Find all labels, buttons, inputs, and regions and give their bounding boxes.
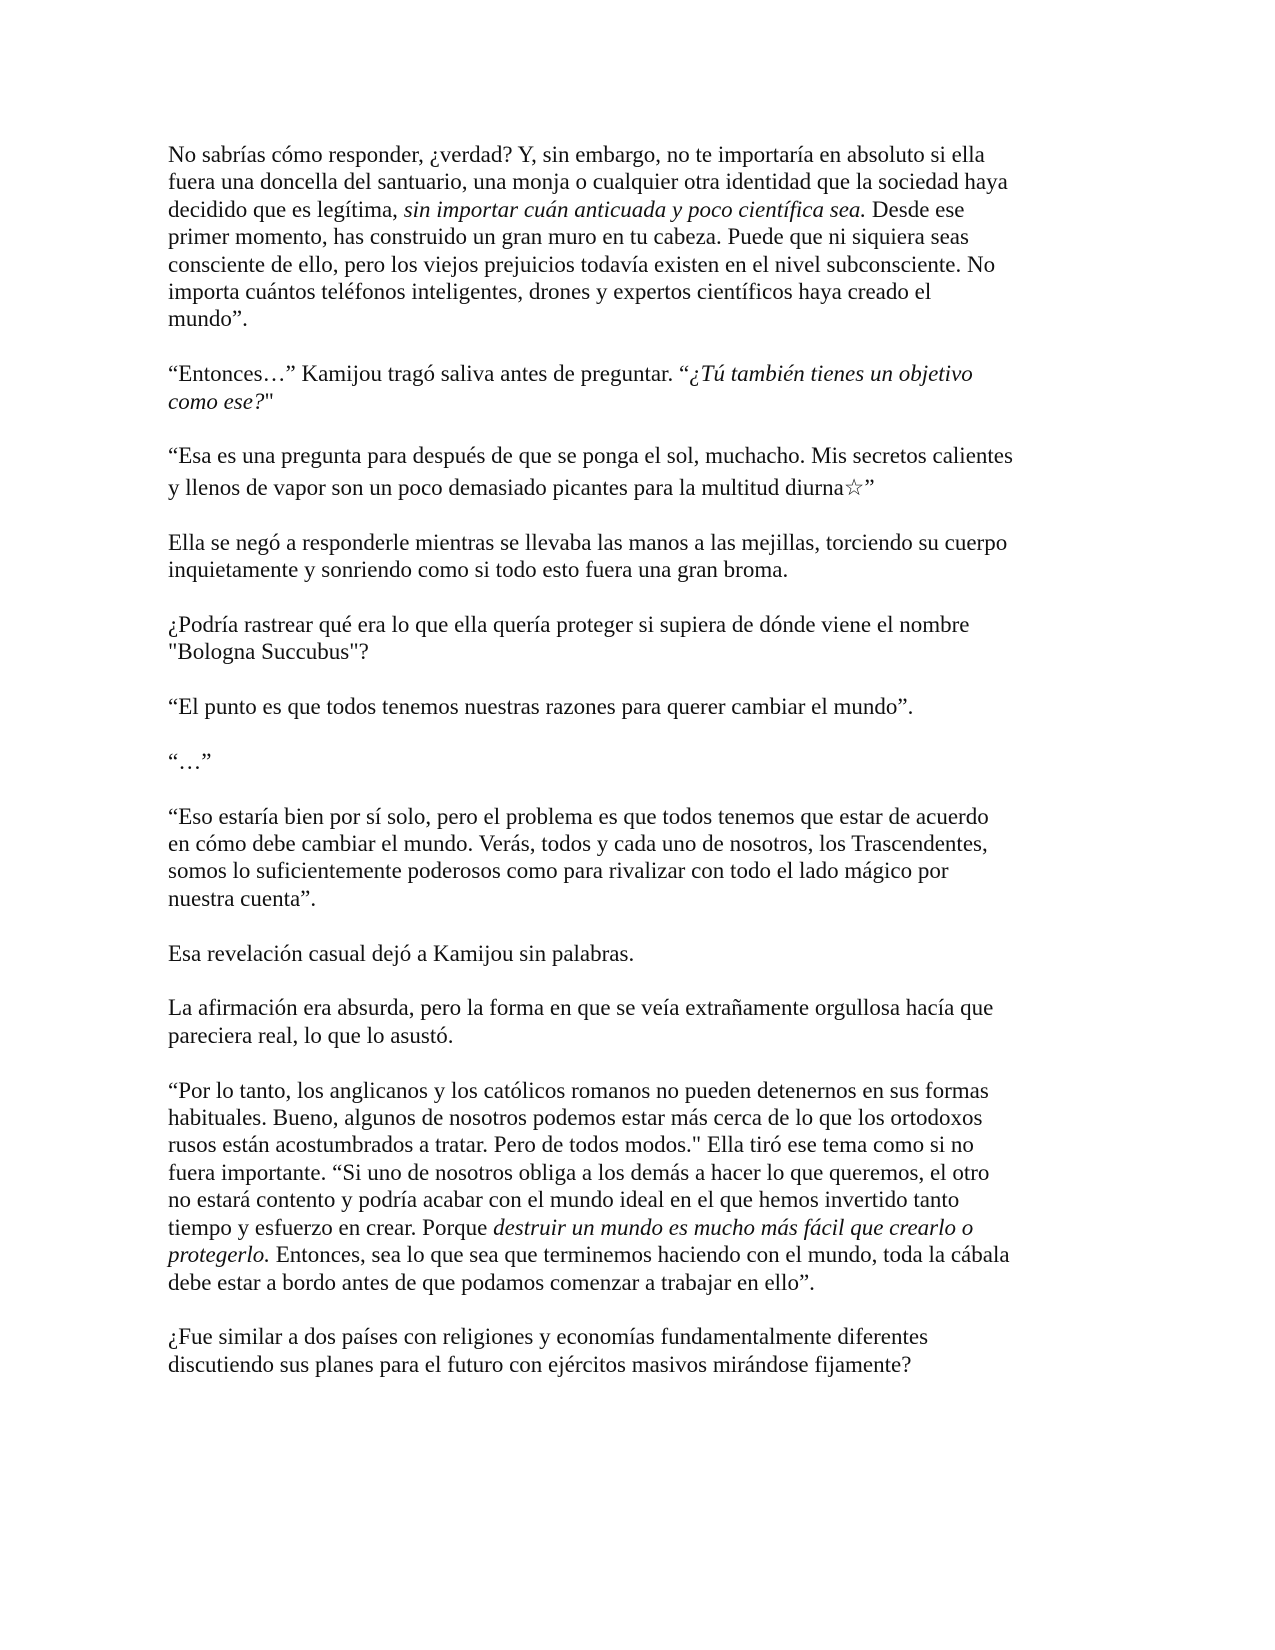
text-line	[168, 748, 1068, 775]
paragraph	[168, 442, 1068, 501]
text-run: Desde ese	[866, 196, 965, 222]
paragraph	[168, 1077, 1068, 1296]
text-run: consciente de ello, pero los viejos prejuicios todavía existen en el nivel subconsciente. No	[168, 251, 996, 277]
text-run: “El punto es que todos tenemos nuestras razones para querer cambiar el mundo”.	[168, 694, 914, 720]
text-run: discutiendo sus planes para el futuro con ejércitos masivos mirándose fijamente?	[168, 1351, 912, 1377]
text-line	[168, 474, 1068, 501]
text-line	[168, 885, 1068, 912]
text-run: Ella se negó a responderle mientras se llevaba las manos a las mejillas, torciendo su cuerpo	[168, 529, 1008, 555]
text-run: “…”	[168, 748, 212, 774]
italic-text: destruir un mundo es mucho más fácil que crearlo o	[493, 1214, 974, 1240]
text-line	[168, 611, 1068, 638]
text-line	[168, 305, 1068, 332]
text-line	[168, 940, 1068, 967]
text-line	[168, 529, 1068, 556]
text-line	[168, 141, 1068, 168]
text-line	[168, 1131, 1068, 1158]
text-run: "Bologna Succubus"?	[168, 639, 369, 665]
text-line	[168, 1351, 1068, 1378]
text-line	[168, 556, 1068, 583]
text-run: Entonces, sea lo que sea que terminemos haciendo con el mundo, toda la cábala	[270, 1242, 1010, 1268]
text-run: ¿Fue similar a dos países con religiones y economías fundamentalmente diferentes	[168, 1324, 929, 1350]
text-run: primer momento, has construido un gran muro en tu cabeza. Puede que ni siquiera seas	[168, 224, 969, 250]
paragraph	[168, 529, 1068, 584]
text-line	[168, 388, 1068, 415]
text-run: y llenos de vapor son un poco demasiado picantes para la multitud diurna☆”	[168, 474, 875, 500]
text-run: pareciera real, lo que lo asustó.	[168, 1022, 454, 1048]
text-run: "	[264, 388, 274, 414]
text-run: “Eso estaría bien por sí solo, pero el problema es que todos tenemos que estar de acuerdo	[168, 803, 989, 829]
text-run: no estará contento y podría acabar con el mundo ideal en el que hemos invertido tanto	[168, 1187, 960, 1213]
text-run: rusos están acostumbrados a tratar. Pero de todos modos." Ella tiró ese tema como si no	[168, 1132, 974, 1158]
italic-text: ¿Tú también tienes un objetivo	[689, 361, 973, 387]
text-line	[168, 1104, 1068, 1131]
text-run: tiempo y esfuerzo en crear. Porque	[168, 1214, 494, 1240]
text-run: “Entonces…” Kamijou tragó saliva antes de preguntar. “	[168, 361, 690, 387]
text-run: ¿Podría rastrear qué era lo que ella quería proteger si supiera de dónde viene el nombre	[168, 611, 970, 637]
text-line	[168, 360, 1068, 387]
text-run: Esa revelación casual dejó a Kamijou sin palabras.	[168, 940, 635, 966]
text-line	[168, 1159, 1068, 1186]
text-line	[168, 693, 1068, 720]
italic-text: sin importar cuán anticuada y poco científica sea.	[403, 196, 867, 222]
text-line	[168, 1022, 1068, 1049]
text-run: en cómo debe cambiar el mundo. Verás, todos y cada uno de nosotros, los Trascendentes,	[168, 831, 988, 857]
text-run: La afirmación era absurda, pero la forma en que se veía extrañamente orgullosa hacía que	[168, 995, 994, 1021]
paragraph	[168, 611, 1068, 666]
text-line	[168, 251, 1068, 278]
text-line	[168, 857, 1068, 884]
text-line	[168, 168, 1068, 195]
text-line	[168, 1214, 1068, 1241]
text-run: “Por lo tanto, los anglicanos y los católicos romanos no pueden detenernos en sus formas	[168, 1077, 989, 1103]
text-run: mundo”.	[168, 306, 248, 332]
text-line	[168, 196, 1068, 223]
text-line	[168, 1241, 1068, 1268]
text-run: No sabrías cómo responder, ¿verdad? Y, sin embargo, no te importaría en absoluto si ella	[168, 142, 985, 167]
text-run: debe estar a bordo antes de que podamos comenzar a trabajar en ello”.	[168, 1269, 815, 1295]
italic-text: como ese?	[168, 388, 265, 414]
text-line	[168, 803, 1068, 830]
text-line	[168, 442, 1068, 469]
text-line	[168, 1323, 1068, 1350]
paragraph	[168, 141, 1068, 333]
paragraph	[168, 1323, 1068, 1378]
paragraph	[168, 803, 1068, 913]
text-line	[168, 994, 1068, 1021]
paragraph	[168, 693, 1068, 720]
text-run: “Esa es una pregunta para después de que se ponga el sol, muchacho. Mis secretos calientes	[168, 443, 1013, 469]
text-line	[168, 1077, 1068, 1104]
paragraph	[168, 940, 1068, 967]
text-line	[168, 1186, 1068, 1213]
document-page	[168, 141, 1068, 1406]
paragraph	[168, 360, 1068, 415]
text-run: inquietamente y sonriendo como si todo esto fuera una gran broma.	[168, 557, 789, 583]
text-line	[168, 278, 1068, 305]
paragraph	[168, 994, 1068, 1049]
text-run: importa cuántos teléfonos inteligentes, drones y expertos científicos haya creado el	[168, 279, 932, 305]
italic-text: protegerlo.	[168, 1242, 270, 1268]
text-line	[168, 223, 1068, 250]
text-line	[168, 1269, 1068, 1296]
text-line	[168, 830, 1068, 857]
text-run: somos lo suficientemente poderosos como para rivalizar con todo el lado mágico por	[168, 858, 949, 884]
text-run: nuestra cuenta”.	[168, 885, 317, 911]
text-run: habituales. Bueno, algunos de nosotros podemos estar más cerca de lo que los ortodoxos	[168, 1105, 983, 1131]
text-run: decidido que es legítima,	[168, 196, 404, 222]
text-line	[168, 638, 1068, 665]
text-run: fuera importante. “Si uno de nosotros obliga a los demás a hacer lo que queremos, el otro	[168, 1159, 990, 1185]
paragraph	[168, 748, 1068, 775]
text-run: fuera una doncella del santuario, una monja o cualquier otra identidad que la sociedad haya	[168, 169, 1008, 195]
